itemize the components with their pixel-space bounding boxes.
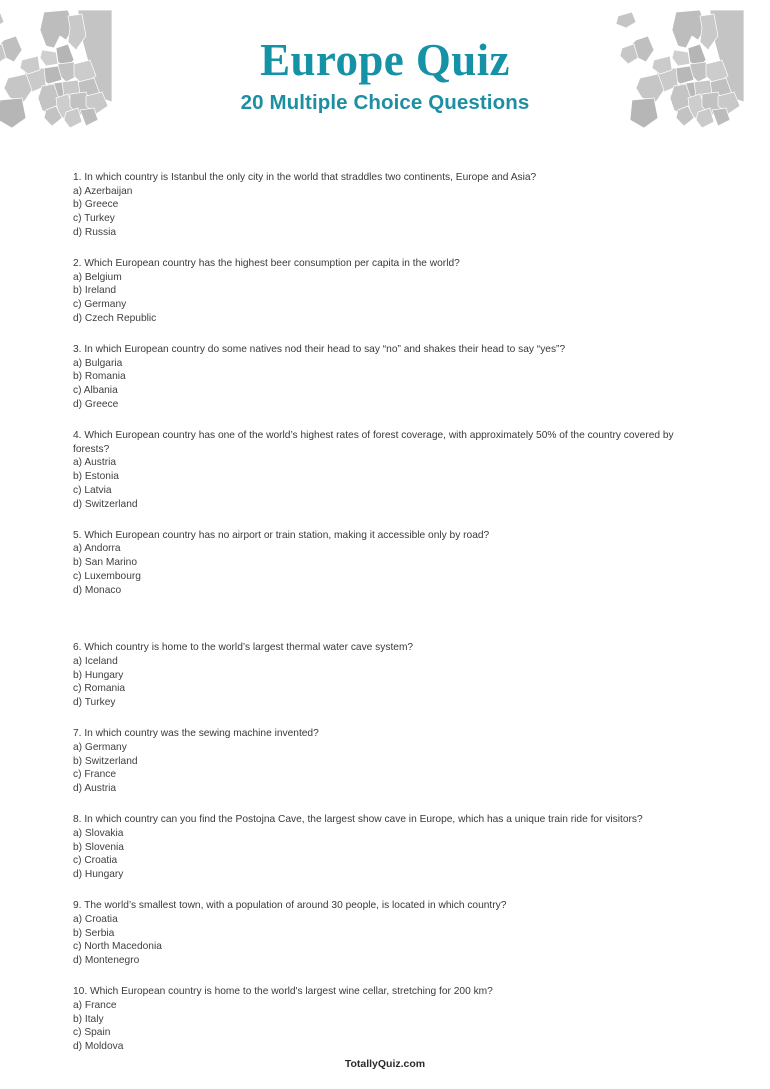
option-a: a) Iceland bbox=[73, 655, 118, 667]
question-block-9 bbox=[73, 899, 697, 968]
option-a: a) Azerbaijan bbox=[73, 185, 133, 197]
page-footer bbox=[0, 1054, 770, 1072]
question-text: 7. In which country was the sewing machine invented? bbox=[73, 728, 319, 740]
option-d: d) Moldova bbox=[73, 1041, 124, 1053]
question-block-6 bbox=[73, 641, 697, 710]
question-text: 4. Which European country has one of the world’s highest rates of forest coverage, with approximately 50% of the country covered by forests? bbox=[73, 430, 674, 455]
question-block-3 bbox=[73, 343, 697, 412]
question-block-10 bbox=[73, 985, 697, 1054]
option-b: b) Greece bbox=[73, 199, 119, 211]
option-b: b) Italy bbox=[73, 1013, 104, 1025]
question-block-4 bbox=[73, 429, 697, 511]
question-text: 2. Which European country has the highest beer consumption per capita in the world? bbox=[73, 258, 460, 270]
option-a: a) Andorra bbox=[73, 543, 121, 555]
question-text: 1. In which country is Istanbul the only city in the world that straddles two continents, Europe and Asia? bbox=[73, 172, 537, 183]
option-b: b) Hungary bbox=[73, 669, 124, 681]
option-d: d) Monaco bbox=[73, 584, 122, 596]
option-c: c) Turkey bbox=[73, 213, 115, 225]
option-b: b) Romania bbox=[73, 371, 126, 383]
question-block-5 bbox=[73, 529, 697, 598]
question-text: 6. Which country is home to the world’s largest thermal water cave system? bbox=[73, 642, 414, 654]
page-subtitle: 20 Multiple Choice Questions bbox=[240, 90, 530, 114]
option-c: c) France bbox=[73, 769, 117, 781]
option-c: c) North Macedonia bbox=[73, 941, 162, 953]
option-a: a) Belgium bbox=[73, 271, 122, 283]
option-d: d) Montenegro bbox=[73, 955, 140, 967]
option-a: a) Bulgaria bbox=[73, 357, 123, 369]
question-block-1 bbox=[73, 171, 697, 240]
option-a: a) Slovakia bbox=[73, 828, 124, 840]
option-c: c) Spain bbox=[73, 1027, 111, 1039]
option-c: c) Latvia bbox=[73, 484, 112, 496]
option-c: c) Romania bbox=[73, 683, 126, 695]
option-a: a) Germany bbox=[73, 742, 127, 753]
quiz-question-list bbox=[73, 171, 697, 1071]
title-block bbox=[0, 36, 770, 114]
option-c: c) Croatia bbox=[73, 855, 118, 867]
page-title: Europe Quiz bbox=[260, 35, 510, 85]
option-c: c) Luxembourg bbox=[73, 570, 141, 582]
option-b: b) Switzerland bbox=[73, 755, 138, 767]
question-block-8 bbox=[73, 813, 697, 882]
option-a: a) Austria bbox=[73, 457, 117, 469]
option-d: d) Switzerland bbox=[73, 498, 138, 510]
question-text: 9. The world’s smallest town, with a population of around 30 people, is located in which country? bbox=[73, 900, 507, 912]
question-text: 3. In which European country do some natives nod their head to say “no” and shakes their head to say “yes”? bbox=[73, 344, 566, 356]
option-d: d) Czech Republic bbox=[73, 312, 157, 324]
option-a: a) France bbox=[73, 1000, 117, 1012]
option-c: c) Germany bbox=[73, 299, 127, 311]
question-text: 10. Which European country is home to the world's largest wine cellar, stretching for 200 km? bbox=[73, 986, 493, 998]
option-c: c) Albania bbox=[73, 385, 118, 397]
option-b: b) Estonia bbox=[73, 471, 119, 483]
option-d: d) Greece bbox=[73, 398, 119, 410]
option-b: b) Slovenia bbox=[73, 841, 124, 853]
question-text: 8. In which country can you find the Postojna Cave, the largest show cave in Europe, which has a unique train ride for visitors? bbox=[73, 814, 643, 826]
option-b: b) San Marino bbox=[73, 557, 137, 569]
option-d: d) Turkey bbox=[73, 697, 116, 709]
question-block-7 bbox=[73, 727, 697, 796]
option-b: b) Ireland bbox=[73, 285, 117, 297]
option-d: d) Austria bbox=[73, 783, 117, 795]
question-block-2 bbox=[73, 257, 697, 326]
page-header bbox=[0, 0, 770, 152]
option-d: d) Hungary bbox=[73, 869, 124, 881]
footer-site-name[interactable]: TotallyQuiz.com bbox=[344, 1058, 426, 1070]
option-d: d) Russia bbox=[73, 226, 117, 238]
option-a: a) Croatia bbox=[73, 914, 118, 926]
option-b: b) Serbia bbox=[73, 927, 115, 939]
question-text: 5. Which European country has no airport or train station, making it accessible only by road? bbox=[73, 529, 490, 541]
